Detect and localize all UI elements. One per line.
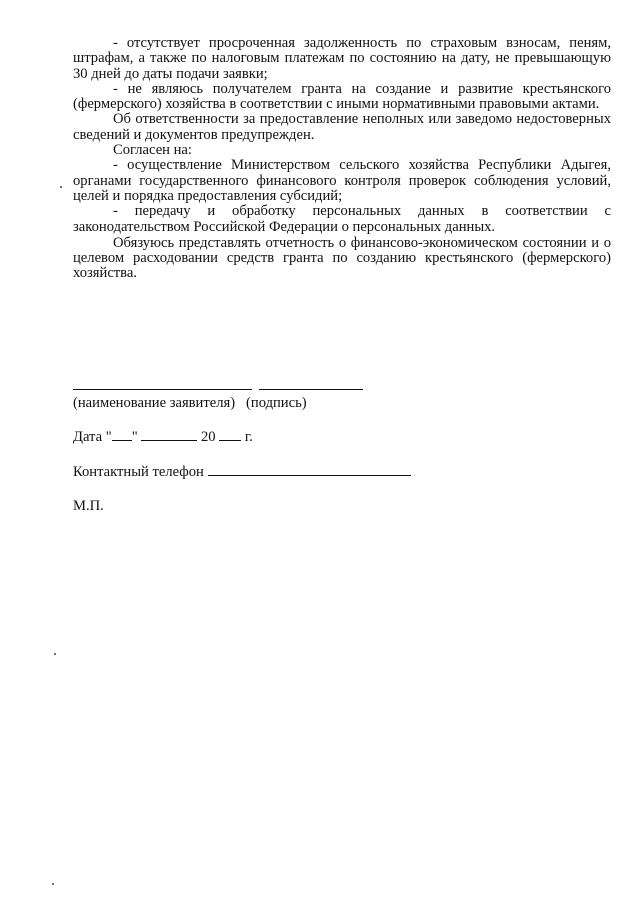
scan-speck (54, 653, 56, 655)
date-day-blank (112, 428, 132, 441)
signature-line (259, 389, 363, 390)
paragraph-no-debt: - отсутствует просроченная задолженность по страховым взносам, пеням, штрафам, а также по налоговым платежам по состоянию на дату, не превышающую 30 дней до даты подачи заявки; (73, 35, 611, 82)
paragraph-no-grant: - не являюсь получателем гранта на создание и развитие крестьянского (фермерского) хозяйства в соответствии с иными нормативными правовыми актами. (73, 80, 611, 113)
paragraph-responsibility: Об ответственности за предоставление неполных или заведомо недостоверных сведений и документов предупрежден. (73, 111, 611, 143)
date-year-suffix: г. (244, 429, 253, 445)
applicant-name-line (73, 389, 252, 390)
date-year-blank (219, 428, 241, 441)
paragraph-consent-personal-data: - передачу и обработку персональных данных в соответствии с законодательством Российской Федерации о персональных данных. (73, 203, 611, 235)
applicant-name-label: (наименование заявителя) (73, 395, 236, 411)
phone-field (73, 463, 411, 481)
phone-blank (208, 463, 411, 476)
date-month-blank (141, 428, 197, 441)
phone-label: Контактный телефон (73, 464, 204, 480)
signature-labels (73, 395, 307, 412)
date-field (73, 428, 253, 446)
stamp-label: М.П. (73, 498, 104, 514)
document-body (73, 36, 611, 282)
paragraph-consent-inspections: - осуществление Министерством сельского хозяйства Республики Адыгея, органами государственного финансового контроля проверок соблюдения условий, целей и порядка предоставления субсидий; (73, 157, 611, 204)
signature-label: (подпись) (246, 395, 307, 411)
signature-lines (73, 377, 373, 389)
scan-speck (60, 186, 62, 188)
date-label: Дата " (73, 429, 112, 445)
paragraph-consent-heading: Согласен на: (113, 142, 192, 159)
date-year-prefix: 20 (200, 429, 216, 445)
scan-speck (52, 883, 54, 885)
date-quote-close: " (131, 429, 138, 445)
paragraph-reporting-obligation: Обязуюсь представлять отчетность о финансово-экономическом состоянии и о целевом расходовании средств гранта по созданию крестьянского (фермерского) хозяйства. (73, 234, 611, 282)
